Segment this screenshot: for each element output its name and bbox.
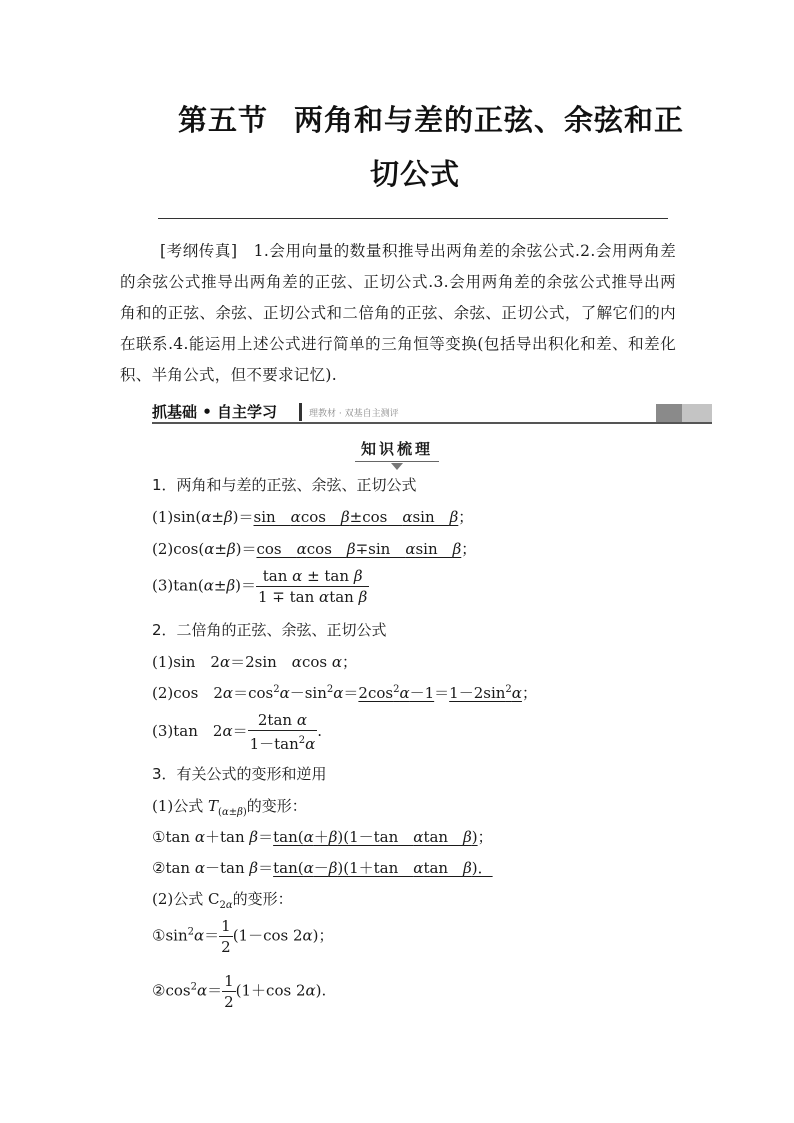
sub1-text: (1)公式 — [152, 797, 204, 815]
knowledge-section-heading — [0, 438, 794, 462]
banner-light-block — [682, 404, 712, 422]
heading-2: 2．二倍角的正弦、余弦、正切公式 — [152, 621, 387, 639]
formula-cos-square: $②\cos^2\alpha=$ $\frac{1}{2}$ (1＋cos 2α). — [152, 972, 327, 1011]
banner-dark-block — [656, 404, 682, 422]
heading-1: 1．两角和与差的正弦、余弦、正切公式 — [152, 476, 417, 494]
formula-cos-double: (2)cos $2\alpha=\cos^2\alpha-\sin^2\alpha=2\cos^2\alpha-1=1-2\sin^2\alpha$； — [152, 684, 537, 702]
subheading-tan-transform: (1)公式 $T_{(\alpha\pm\beta)}$的变形： — [152, 797, 307, 818]
subheading-cos-transform: (2)公式 $C_{2\alpha}$的变形： — [152, 890, 293, 911]
formula-tan-double: (3)tan 2α＝ $\frac{\text{2tan α}}{1-\tan^2\alpha}$ . — [152, 711, 323, 753]
formula-sin-double: (1)sin 2α＝2sin αcos α； — [152, 653, 357, 671]
formula-sin-sum: (1)sin(α±β)＝sin αcos β±cos αsin β； — [152, 508, 474, 526]
section-banner — [152, 401, 712, 425]
formula-sin-square: $①\sin^2\alpha=$ $\frac{1}{2}$ (1－cos 2α)； — [152, 917, 334, 956]
formula-tan-sum-transform: ①tan α＋tan β＝tan(α＋β)(1－tan αtan β)； — [152, 828, 493, 846]
exam-outline-paragraph: [考纲传真] 1.会用向量的数量积推导出两角差的余弦公式.2.会用两角差的余弦公式推导出两角差的正弦、正切公式.3.会用两角差的余弦公式推导出两角和的正弦、余弦、正切公式和二倍角的正弦、余弦、正切公式，了解它们的内在联系.4.能运用上述公式进行简单的三角恒等变换(包括导出积化和差、和差化积、半角公式，但不要求记忆). — [120, 242, 676, 384]
sub2-end-text: 的变形： — [232, 890, 293, 908]
section-heading-text: 知识梳理 — [360, 440, 433, 458]
page-title — [140, 98, 700, 139]
formula-tan-sum: (3)tan(α±β)＝ $\frac{\text{tan α ± tan β}}{\text{1 ∓ tan αtan β}}$ — [152, 567, 368, 606]
banner-separator — [299, 403, 302, 421]
formula-cos-sum: (2)cos(α±β)＝cos αcos β∓sin αsin β； — [152, 540, 477, 558]
sub1-end-text: 的变形： — [246, 797, 307, 815]
formula-tan-diff-transform: ②tan α－tan β＝tan(α－β)(1＋tan αtan β)． — [152, 859, 493, 877]
sub2-text: (2)公式 C — [152, 890, 220, 908]
heading-arrow-icon — [391, 463, 403, 470]
page-title-line2: 切公式 — [369, 157, 460, 191]
banner-label: 抓基础 • 自主学习 — [152, 403, 278, 421]
heading-3: 3．有关公式的变形和逆用 — [152, 765, 327, 783]
section-number: 第五节 — [178, 103, 269, 137]
banner-subtitle: 理教材 · 双基自主测评 — [309, 409, 399, 419]
title-divider — [158, 218, 668, 219]
banner-underline — [152, 422, 712, 424]
title-text: 两角和与差的正弦、余弦和正 — [294, 103, 685, 137]
